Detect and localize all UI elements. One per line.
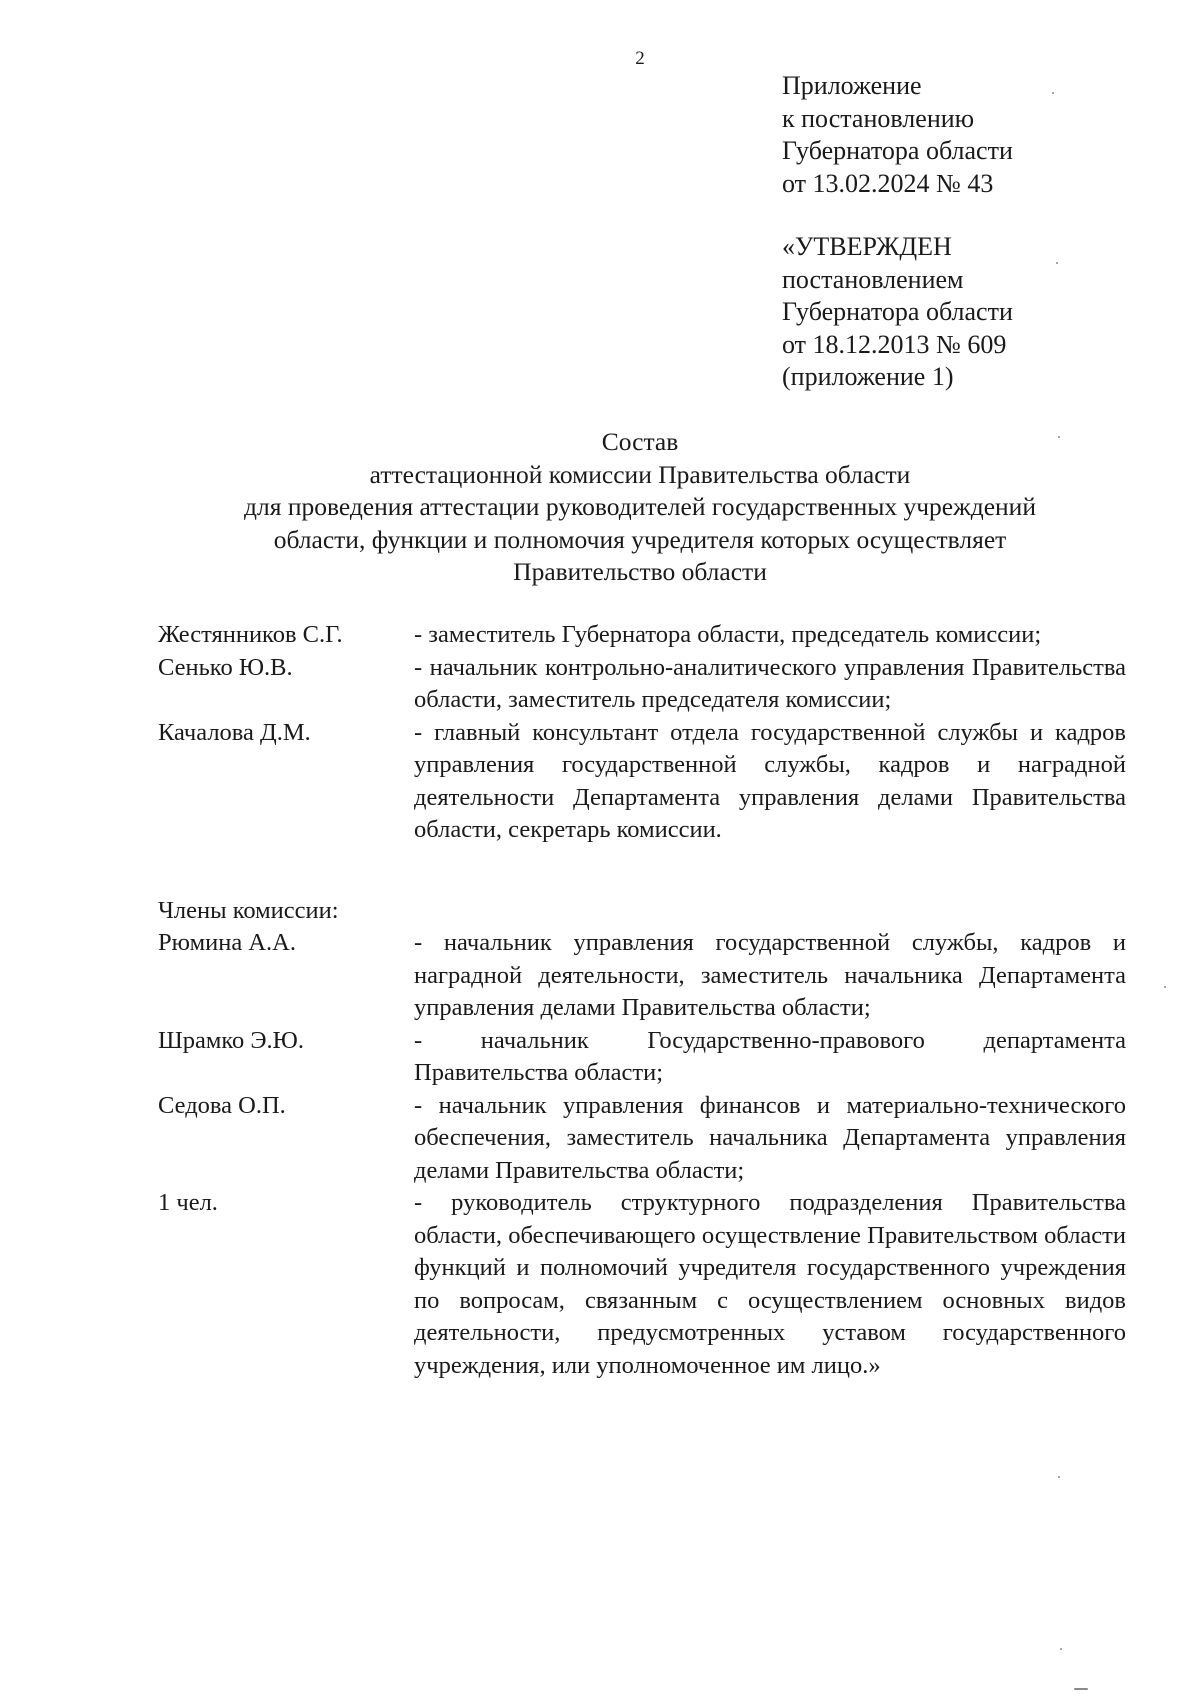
- member-name: Жестянников С.Г.: [158, 621, 343, 648]
- document-title: [100, 426, 1180, 589]
- scan-speck: [1060, 1648, 1062, 1650]
- member-name: Седова О.П.: [158, 1091, 286, 1119]
- member-row: [158, 1025, 1126, 1090]
- approved-line: постановлением: [782, 264, 964, 294]
- member-name: 1 чел.: [158, 1189, 218, 1216]
- member-role: - руководитель структурного подразделения Правительства области, обеспечивающего осуществление Правительством области функций и полномочий учредителя государственного учреждения по вопросам, связанным с осуществлением основных видов деятельности, предусмотренных уставом государственного учреждения, или уполномоченное им лицо.»: [414, 1189, 1126, 1379]
- member-name: Рюмина А.А.: [158, 929, 296, 956]
- approved-line: Губернатора области: [782, 297, 1013, 326]
- page-number: 2: [635, 48, 645, 69]
- approval-stamp-block: [782, 231, 1142, 394]
- member-role: - начальник управления финансов и материально-технического обеспечения, заместитель начальника Департамента управления делами Правительства области;: [414, 1091, 1126, 1184]
- appendix-line: к постановлению: [782, 103, 975, 133]
- leadership-row: [158, 619, 1126, 652]
- section-spacer: [158, 847, 1126, 895]
- member-name: Шрамко Э.Ю.: [158, 1026, 304, 1054]
- appendix-line: от 13.02.2024 № 43: [782, 168, 994, 198]
- member-row: [158, 1187, 1126, 1382]
- leadership-row: [158, 717, 1126, 847]
- title-line: области, функции и полномочия учредителя которых осуществляет: [273, 524, 1007, 554]
- member-row: [158, 927, 1126, 1025]
- member-name: Качалова Д.М.: [158, 718, 311, 746]
- approved-line: «УТВЕРЖДЕН: [782, 232, 952, 261]
- approved-line: от 18.12.2013 № 609: [782, 329, 1007, 359]
- scan-speck: [1074, 1688, 1088, 1690]
- scan-speck: [1058, 436, 1060, 438]
- members-label: Члены комиссии:: [158, 896, 339, 924]
- member-role: - начальник контрольно-аналитического управления Правительства области, заместитель председателя комиссии;: [414, 653, 1126, 713]
- member-role: - заместитель Губернатора области, председатель комиссии;: [414, 621, 1042, 648]
- scan-speck: [1164, 986, 1166, 988]
- scan-speck: [1052, 92, 1054, 94]
- appendix-line: Губернатора области: [782, 136, 1013, 165]
- title-line: аттестационной комиссии Правительства области: [369, 459, 911, 489]
- member-role: - начальник Государственно-правового департамента Правительства области;: [414, 1026, 1126, 1086]
- title-line: Состав: [601, 427, 679, 456]
- approved-line: (приложение 1): [782, 362, 954, 391]
- member-name: Сенько Ю.В.: [158, 653, 293, 681]
- scan-speck: [1058, 1476, 1060, 1478]
- title-line: Правительство области: [513, 557, 767, 586]
- member-role: - начальник управления государственной службы, кадров и наградной деятельности, заместитель начальника Департамента управления делами Правительства области;: [414, 929, 1126, 1021]
- commission-composition: [158, 619, 1126, 1382]
- appendix-line: Приложение: [782, 71, 922, 100]
- scan-speck: [1056, 262, 1058, 264]
- appendix-block: [782, 70, 1142, 200]
- member-role: - главный консультант отдела государственной службы и кадров управления государственной службы, кадров и наградной деятельности Департамента управления делами Правительства области, секретарь комиссии.: [414, 718, 1126, 843]
- title-line: для проведения аттестации руководителей государственных учреждений: [244, 492, 1036, 521]
- leadership-row: [158, 652, 1126, 717]
- member-row: [158, 1090, 1126, 1188]
